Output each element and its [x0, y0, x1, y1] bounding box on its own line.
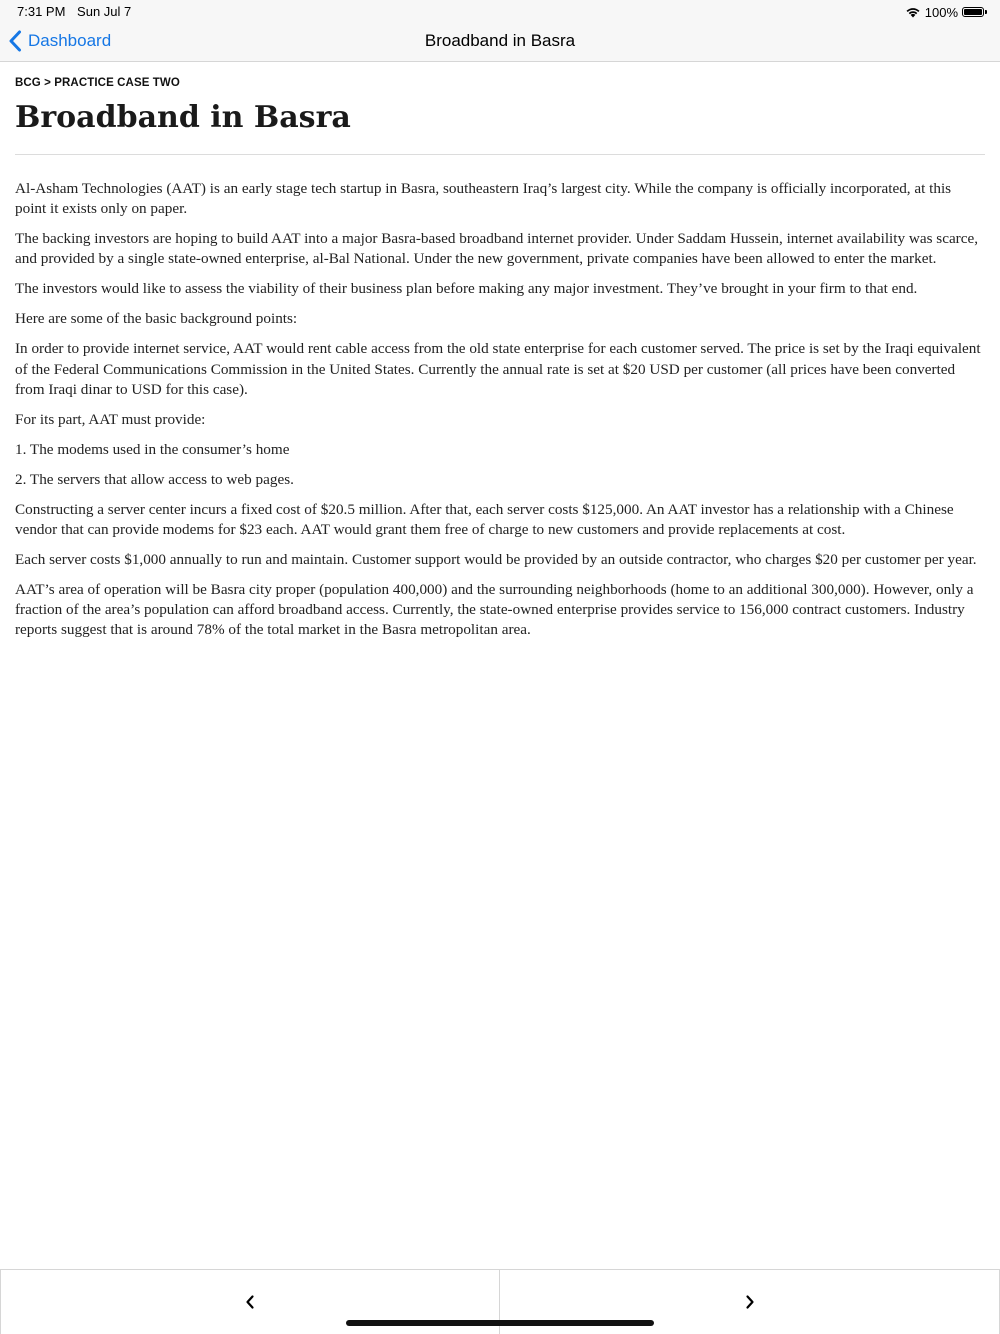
chevron-right-icon — [745, 1294, 755, 1310]
article-paragraph: Constructing a server center incurs a fixed cost of $20.5 million. After that, each server costs $125,000. An AAT investor has a relationship with a Chinese vendor that can provide modems for $23 each. AAT would grant them free of charge to new customers and provide replacements at cost. — [15, 500, 954, 539]
nav-title: Broadband in Basra — [424, 31, 576, 50]
status-time — [17, 4, 139, 19]
article-paragraph: Each server costs $1,000 annually to run and maintain. Customer support would be provided by an outside contractor, who charges $20 per customer per year. — [15, 551, 977, 569]
article-paragraph: Al-Asham Technologies (AAT) is an early stage tech startup in Basra, southeastern Iraq’s largest city. While the company is officially incorporated, at this point it exists only on paper. — [15, 180, 952, 218]
article-paragraph: Here are some of the basic background points: — [15, 310, 298, 328]
article-paragraph: In order to provide internet service, AAT would rent cable access from the old state enterprise for each customer served. The price is set by the Iraqi equivalent of the Federal Communications Commission in the United States. Currently the annual rate is set at $20 USD per customer (all prices have been converted from Iraqi dinar to USD for this case). — [15, 340, 981, 398]
battery-icon — [962, 7, 984, 17]
status-clock: 7:31 PM — [17, 4, 66, 19]
back-button-label: Dashboard — [28, 31, 112, 50]
wifi-icon — [905, 6, 921, 18]
article-list-item: 2. The servers that allow access to web pages. — [15, 470, 294, 488]
status-date: Sun Jul 7 — [77, 4, 132, 19]
article-list-item: 1. The modems used in the consumer’s home — [15, 440, 290, 458]
home-indicator[interactable] — [346, 1320, 654, 1326]
status-indicators — [905, 3, 984, 21]
battery-percent: 100% — [924, 4, 958, 20]
article-paragraph: The backing investors are hoping to build AAT into a major Basra-based broadband internet provider. Under Saddam Hussein, internet availability was scarce, and provided by a single state-owned enterprise, al-Bal National. Under the new government, private companies have been allowed to enter the market. — [15, 230, 979, 268]
breadcrumb: BCG > PRACTICE CASE TWO — [15, 77, 180, 89]
article-paragraph: The investors would like to assess the viability of their business plan before making any major investment. They’ve brought in your firm to that end. — [15, 280, 918, 298]
article-paragraph: For its part, AAT must provide: — [15, 410, 206, 428]
page-title: Broadband in Basra — [15, 100, 351, 135]
chevron-left-icon — [245, 1294, 255, 1310]
title-divider — [15, 154, 985, 155]
article-paragraph: AAT’s area of operation will be Basra city proper (population 400,000) and the surrounding neighborhoods (home to an additional 300,000). However, only a fraction of the area’s population can afford broadband access. Currently, the state-owned enterprise provides service to 156,000 contract customers. Industry reports suggest that is around 78% of the total market in the Basra metropolitan area. — [15, 581, 974, 639]
top-bar — [0, 0, 1000, 62]
article-body — [15, 179, 985, 650]
